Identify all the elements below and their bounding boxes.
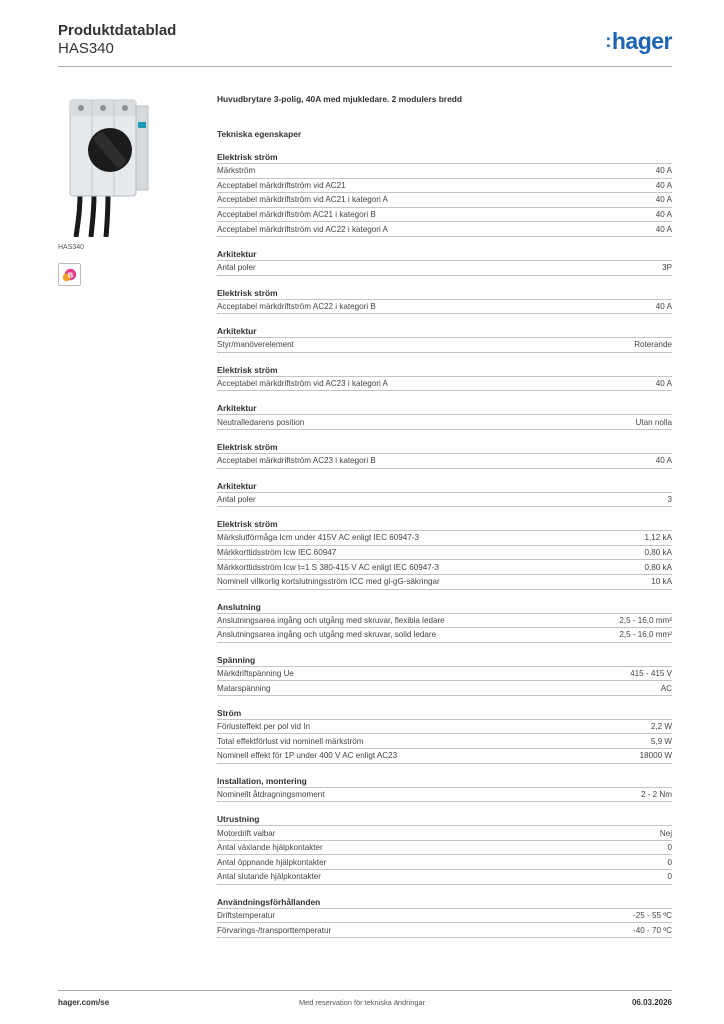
spec-rows — [217, 414, 672, 430]
spec-section — [217, 403, 672, 430]
spec-row — [217, 163, 672, 178]
spec-row — [217, 376, 672, 391]
spec-rows — [217, 337, 672, 353]
spec-value: 0 — [667, 872, 672, 882]
spec-value: 18000 W — [639, 751, 672, 761]
spec-row — [217, 869, 672, 884]
spec-rows — [217, 719, 672, 764]
spec-label: Märkström — [217, 166, 256, 176]
section-heading: Anslutning — [217, 601, 261, 612]
spec-rows — [217, 299, 672, 315]
spec-row — [217, 854, 672, 869]
spec-label: Antal växlande hjälpkontakter — [217, 843, 323, 853]
spec-label: Anslutningsarea ingång och utgång med skruvar, solid ledare — [217, 630, 437, 640]
section-heading: Ström — [217, 707, 242, 718]
spec-value: 2,5 - 16,0 mm² — [619, 615, 672, 625]
technical-specifications — [217, 94, 672, 950]
spec-row — [217, 748, 672, 763]
spec-label: Acceptabel märkdriftström vid AC23 i kategori A — [217, 379, 388, 389]
spec-value: 40 A — [655, 379, 672, 389]
spec-row — [217, 178, 672, 193]
spec-label: Styr/manöverelement — [217, 340, 294, 350]
spec-value: 2 - 2 Nm — [640, 789, 672, 799]
footer-disclaimer: Med reservation för tekniska ändringar — [298, 998, 426, 1007]
product-code: HAS340 — [58, 40, 114, 57]
spec-row — [217, 530, 672, 545]
spec-label: Nominell villkorlig kortslutningsström ICC med gl-gG-säkringar — [217, 577, 440, 587]
spec-label: Antal slutande hjälpkontakter — [217, 872, 321, 882]
spec-label: Acceptabel märkdriftström vid AC21 — [217, 180, 346, 190]
spec-value: AC — [660, 683, 672, 693]
footer-divider — [58, 990, 672, 991]
spec-value: 3P — [662, 263, 672, 273]
spec-value: 40 A — [655, 224, 672, 234]
spec-row — [217, 299, 672, 314]
spec-label: Nominell effekt för 1P under 400 V AC enligt AC23 — [217, 751, 398, 761]
section-heading: Utrustning — [217, 814, 260, 825]
section-heading: Elektrisk ström — [217, 441, 278, 452]
section-heading: Arkitektur — [217, 480, 257, 491]
spec-label: Märkkorttidsström Icw t=1 S 380-415 V AC enligt IEC 60947-3 — [217, 562, 440, 572]
spec-section — [217, 519, 672, 589]
spec-row — [217, 414, 672, 429]
spec-row — [217, 922, 672, 937]
spec-label: Märkkorttidsström Icw IEC 60947 — [217, 548, 337, 558]
spec-rows — [217, 163, 672, 237]
spec-section — [217, 249, 672, 276]
spec-rows — [217, 787, 672, 803]
spec-value: 0 — [667, 843, 672, 853]
section-heading: Spänning — [217, 654, 256, 665]
spec-value: -40 - 70 ºC — [633, 925, 672, 935]
hager-logo — [605, 28, 672, 55]
spec-value: Roterande — [634, 340, 672, 350]
spec-rows — [217, 908, 672, 938]
spec-value: 1,12 kA — [644, 533, 672, 543]
spec-label: Antal poler — [217, 494, 256, 504]
spec-section — [217, 481, 672, 508]
spec-value: -25 - 55 ºC — [633, 910, 672, 920]
document-title: Produktdatablad — [58, 22, 177, 39]
eco-label-icon — [58, 263, 81, 286]
spec-row — [217, 559, 672, 574]
spec-row — [217, 825, 672, 840]
spec-value: 40 A — [655, 180, 672, 190]
spec-rows — [217, 453, 672, 469]
spec-section — [217, 602, 672, 643]
svg-text:B: B — [67, 270, 74, 280]
spec-value: Utan nolla — [635, 417, 672, 427]
spec-row — [217, 574, 672, 589]
spec-row — [217, 207, 672, 222]
spec-label: Antal poler — [217, 263, 256, 273]
spec-label: Förvarings-/transporttemperatur — [217, 925, 332, 935]
section-heading: Arkitektur — [217, 326, 257, 337]
logo-dots-icon: : — [605, 31, 611, 51]
spec-row — [217, 260, 672, 275]
section-heading: Användningsförhållanden — [217, 896, 321, 907]
section-heading: Arkitektur — [217, 248, 257, 259]
spec-label: Anslutningsarea ingång och utgång med skruvar, flexibla ledare — [217, 615, 445, 625]
spec-value: 40 A — [655, 210, 672, 220]
spec-value: 40 A — [655, 301, 672, 311]
spec-row — [217, 840, 672, 855]
spec-row — [217, 719, 672, 734]
spec-label: Acceptabel märkdriftström vid AC22 i kategori A — [217, 224, 388, 234]
spec-label: Driftstemperatur — [217, 910, 276, 920]
spec-value: 40 A — [655, 456, 672, 466]
section-heading: Installation, montering — [217, 775, 307, 786]
spec-label: Matarspänning — [217, 683, 271, 693]
spec-label: Acceptabel märkdriftström vid AC21 i kategori A — [217, 195, 388, 205]
spec-label: Förlusteffekt per pol vid In — [217, 722, 310, 732]
spec-row — [217, 613, 672, 628]
spec-row — [217, 221, 672, 236]
spec-label: Märkslutförmåga Icm under 415V AC enligt IEC 60947-3 — [217, 533, 419, 543]
spec-row — [217, 545, 672, 560]
spec-rows — [217, 260, 672, 276]
spec-row — [217, 492, 672, 507]
spec-rows — [217, 825, 672, 884]
spec-value: 40 A — [655, 195, 672, 205]
spec-section — [217, 442, 672, 469]
spec-value: 2,2 W — [650, 722, 672, 732]
spec-rows — [217, 530, 672, 589]
spec-rows — [217, 376, 672, 392]
spec-label: Acceptabel märkdriftström AC23 i kategori B — [217, 456, 376, 466]
product-title: Huvudbrytare 3-polig, 40A med mjukledare. 2 modulers bredd — [217, 94, 462, 104]
spec-section — [217, 897, 672, 938]
logo-text: hager — [611, 28, 672, 54]
spec-value: 0,80 kA — [644, 562, 672, 572]
spec-sections — [217, 152, 672, 938]
spec-label: Acceptabel märkdriftström AC22 i kategori B — [217, 301, 376, 311]
spec-row — [217, 908, 672, 923]
spec-rows — [217, 666, 672, 696]
spec-label: Total effektförlust vid nominell märkström — [217, 736, 364, 746]
photo-caption: HAS340 — [58, 244, 85, 251]
spec-row — [217, 453, 672, 468]
section-heading: Elektrisk ström — [217, 152, 278, 162]
spec-label: Antal öppnande hjälpkontakter — [217, 857, 327, 867]
spec-row — [217, 337, 672, 352]
footer-website: hager.com/se — [58, 998, 110, 1007]
spec-row — [217, 733, 672, 748]
section-heading: Elektrisk ström — [217, 364, 278, 375]
spec-value: 40 A — [655, 166, 672, 176]
spec-row — [217, 680, 672, 695]
spec-section — [217, 152, 672, 237]
spec-value: 3 — [667, 494, 672, 504]
spec-value: 5,9 W — [650, 736, 672, 746]
spec-label: Neutralledarens position — [217, 417, 305, 427]
spec-value: 415 - 415 V — [630, 668, 672, 678]
spec-rows — [217, 613, 672, 643]
section-heading: Arkitektur — [217, 403, 257, 414]
section-heading: Elektrisk ström — [217, 287, 278, 298]
header-divider — [58, 66, 672, 67]
spec-section — [217, 655, 672, 696]
spec-section — [217, 326, 672, 353]
product-photo — [58, 92, 200, 237]
spec-value: 10 kA — [651, 577, 672, 587]
spec-section — [217, 814, 672, 884]
spec-label: Motordrift valbar — [217, 828, 276, 838]
spec-label: Nominellt åtdragningsmoment — [217, 789, 325, 799]
spec-section — [217, 776, 672, 803]
spec-value: 0,80 kA — [644, 548, 672, 558]
specs-subtitle: Tekniska egenskaper — [217, 129, 302, 139]
spec-label: Acceptabel märkdriftström AC21 i kategori B — [217, 210, 376, 220]
spec-row — [217, 787, 672, 802]
spec-value: Nej — [659, 828, 672, 838]
spec-row — [217, 192, 672, 207]
spec-value: 0 — [667, 857, 672, 867]
spec-value: 2,5 - 16,0 mm² — [619, 630, 672, 640]
spec-label: Märkdriftspänning Ue — [217, 668, 294, 678]
spec-section — [217, 288, 672, 315]
spec-section — [217, 708, 672, 764]
section-heading: Elektrisk ström — [217, 519, 278, 530]
page-header — [58, 22, 176, 58]
spec-section — [217, 365, 672, 392]
footer-date: 06.03.2026 — [631, 998, 672, 1007]
spec-rows — [217, 492, 672, 508]
spec-row — [217, 666, 672, 681]
spec-row — [217, 627, 672, 642]
